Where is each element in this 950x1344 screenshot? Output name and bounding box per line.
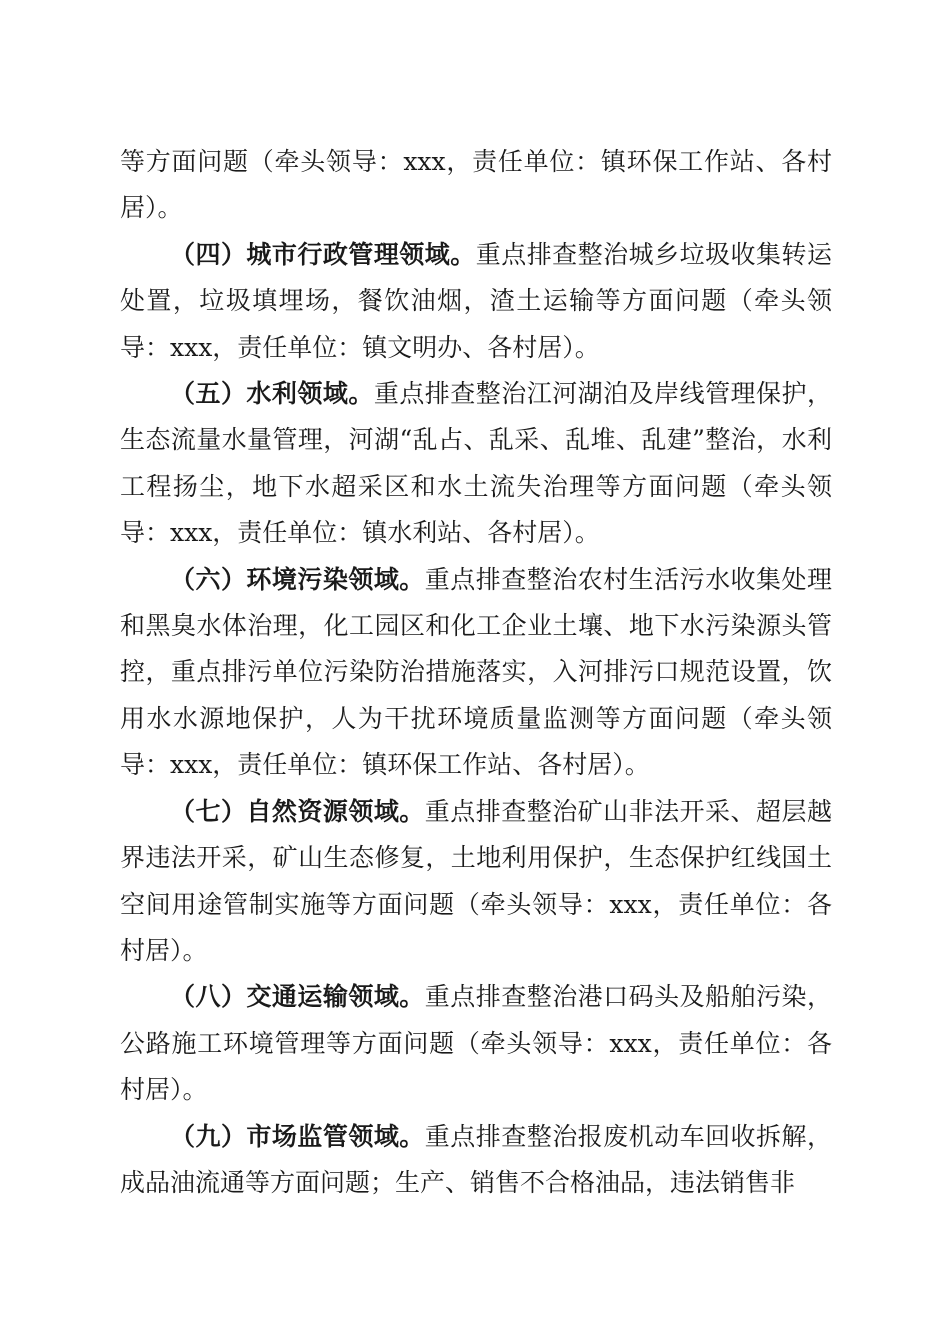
section-heading: （五）水利领域。 — [170, 379, 374, 409]
paragraph-water-resources — [120, 371, 832, 557]
paragraph-text: 重点排查整治港口码头及船舶污染，公路施工环境管理等方面问题（牵头领导：xxx，责任单位：各村居）。 — [120, 982, 832, 1105]
paragraph-market-supervision — [120, 1114, 832, 1207]
section-heading: （八）交通运输领域。 — [170, 982, 425, 1012]
paragraph-natural-resources — [120, 789, 832, 975]
document-body — [120, 139, 832, 1206]
paragraph-text: 重点排查整治江河湖泊及岸线管理保护，生态流量水量管理，河湖“乱占、乱采、乱堆、乱建”整治，水利工程扬尘，地下水超采区和水土流失治理等方面问题（牵头领导：xxx，责任单位：镇水利站、各村居）。 — [120, 379, 832, 548]
paragraph-text: 重点排查整治城乡垃圾收集转运处置，垃圾填埋场，餐饮油烟，渣土运输等方面问题（牵头领导：xxx，责任单位：镇文明办、各村居）。 — [120, 239, 832, 362]
paragraph-text: 重点排查整治农村生活污水收集处理和黑臭水体治理，化工园区和化工企业土壤、地下水污染源头管控，重点排污单位污染防治措施落实，入河排污口规范设置，饮用水水源地保护，人为干扰环境质量监测等方面问题（牵头领导：xxx，责任单位：镇环保工作站、各村居）。 — [120, 564, 832, 780]
paragraph-transportation — [120, 974, 832, 1113]
section-heading: （七）自然资源领域。 — [170, 796, 425, 826]
section-heading: （六）环境污染领域。 — [170, 564, 425, 594]
section-heading: （九）市场监管领域。 — [170, 1121, 425, 1151]
paragraph-environmental-pollution — [120, 557, 832, 789]
paragraph-text: 重点排查整治矿山非法开采、超层越界违法开采，矿山生态修复，土地利用保护，生态保护红线国土空间用途管制实施等方面问题（牵头领导：xxx，责任单位：各村居）。 — [120, 796, 832, 965]
paragraph-text: 重点排查整治报废机动车回收拆解，成品油流通等方面问题；生产、销售不合格油品，违法销售非 — [120, 1121, 832, 1197]
paragraph-continuation — [120, 139, 832, 232]
paragraph-text: 等方面问题（牵头领导：xxx，责任单位：镇环保工作站、各村居）。 — [120, 147, 832, 223]
section-heading: （四）城市行政管理领域。 — [170, 239, 476, 269]
paragraph-urban-administration — [120, 232, 832, 371]
